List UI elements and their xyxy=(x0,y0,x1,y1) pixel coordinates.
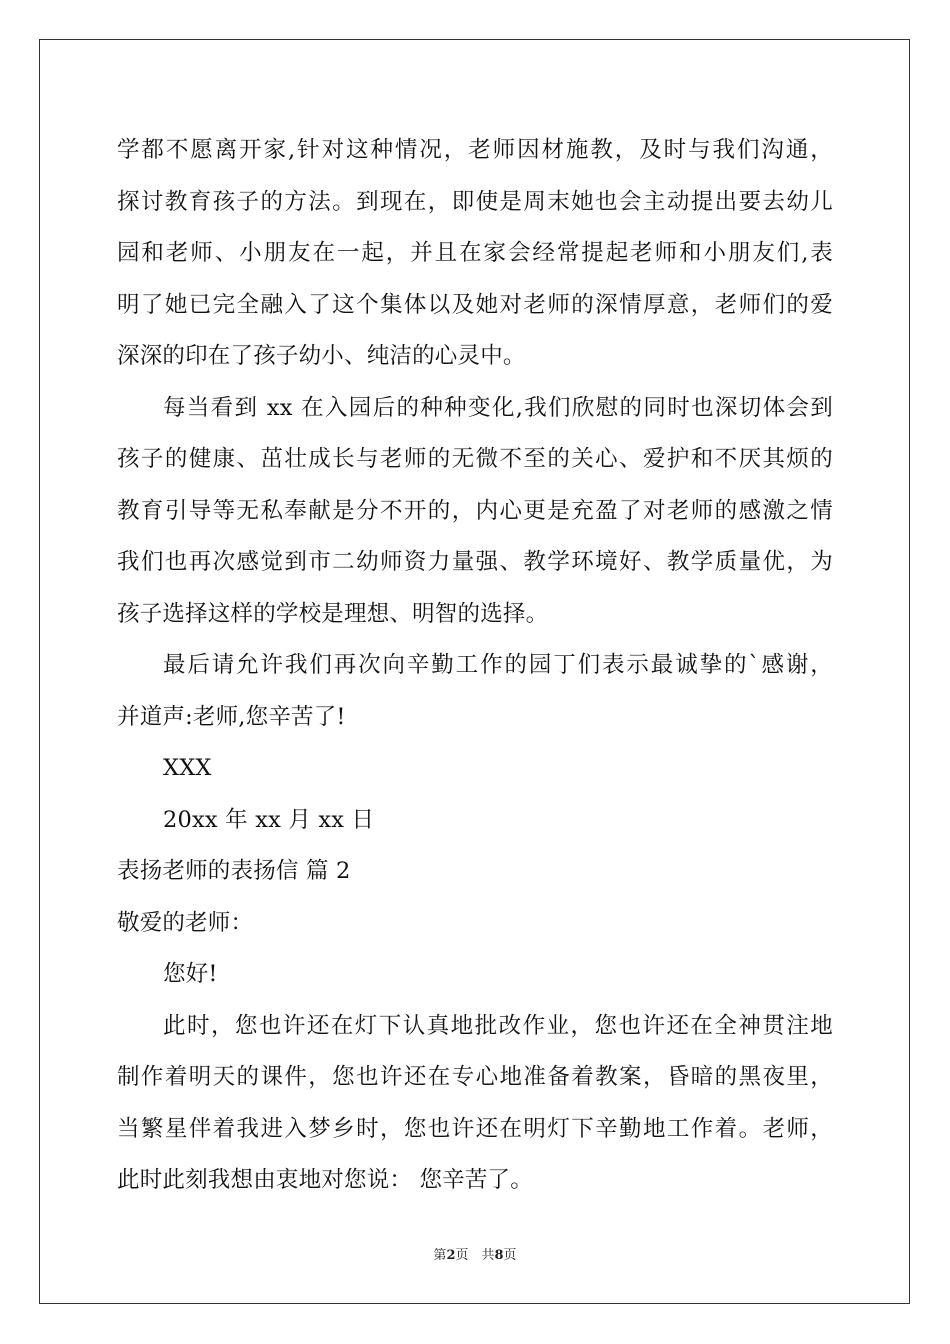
text-line: 探讨教育孩子的方法。到现在，即使是周末她也会主动提出要去幼儿 xyxy=(117,188,833,215)
paragraph-start-line: 每当看到 xx 在入园后的种种变化,我们欣慰的同时也深切体会到 xyxy=(163,394,833,421)
page-footer xyxy=(0,1246,950,1266)
text-line: 教育引导等无私奉献是分不开的，内心更是充盈了对老师的感激之情 xyxy=(117,497,833,524)
page-total: 8 xyxy=(494,1248,504,1263)
page-label-suffix: 页 xyxy=(503,1248,517,1263)
text-line: 当繁星伴着我进入梦乡时，您也许还在明灯下辛勤地工作着。老师， xyxy=(117,1115,833,1142)
greeting: 您好! xyxy=(163,961,218,987)
page-current: 2 xyxy=(446,1248,456,1263)
text-line: 此时此刻我想由衷地对您说： 您辛苦了。 xyxy=(117,1167,533,1193)
text-line: 学都不愿离开家,针对这种情况，老师因材施教，及时与我们沟通， xyxy=(117,137,833,163)
paragraph-start-line: 此时，您也许还在灯下认真地批改作业，您也许还在全神贯注地 xyxy=(163,1012,833,1039)
text-line: 孩子的健康、茁壮成长与老师的无微不至的关心、爱护和不厌其烦的 xyxy=(117,446,833,472)
page-label-mid: 页 共 xyxy=(455,1248,495,1263)
page-label-prefix: 第 xyxy=(433,1248,447,1263)
text-line: 孩子选择这样的学校是理想、明智的选择。 xyxy=(117,600,549,627)
section-heading: 表扬老师的表扬信 篇 2 xyxy=(117,858,351,884)
signature-date: 20xx 年 xx 月 xx 日 xyxy=(163,806,375,833)
signature-name: XXX xyxy=(163,755,212,781)
paragraph-start-line: 最后请允许我们再次向辛勤工作的园丁们表示最诚挚的`感谢， xyxy=(163,652,833,678)
document-body xyxy=(117,125,833,1207)
text-line: 园和老师、小朋友在一起，并且在家会经常提起老师和小朋友们,表 xyxy=(117,240,833,266)
salutation: 敬爱的老师： xyxy=(117,909,254,936)
text-line: 我们也再次感觉到市二幼师资力量强、教学环境好、教学质量优，为 xyxy=(117,549,833,575)
text-line: 制作着明天的课件，您也许还在专心地准备着教案，昏暗的黑夜里， xyxy=(117,1064,833,1090)
text-line: 并道声:老师,您辛苦了! xyxy=(117,703,346,730)
text-line: 深深的印在了孩子幼小、纯洁的心灵中。 xyxy=(117,343,526,369)
text-line: 明了她已完全融入了这个集体以及她对老师的深情厚意，老师们的爱 xyxy=(117,291,833,318)
